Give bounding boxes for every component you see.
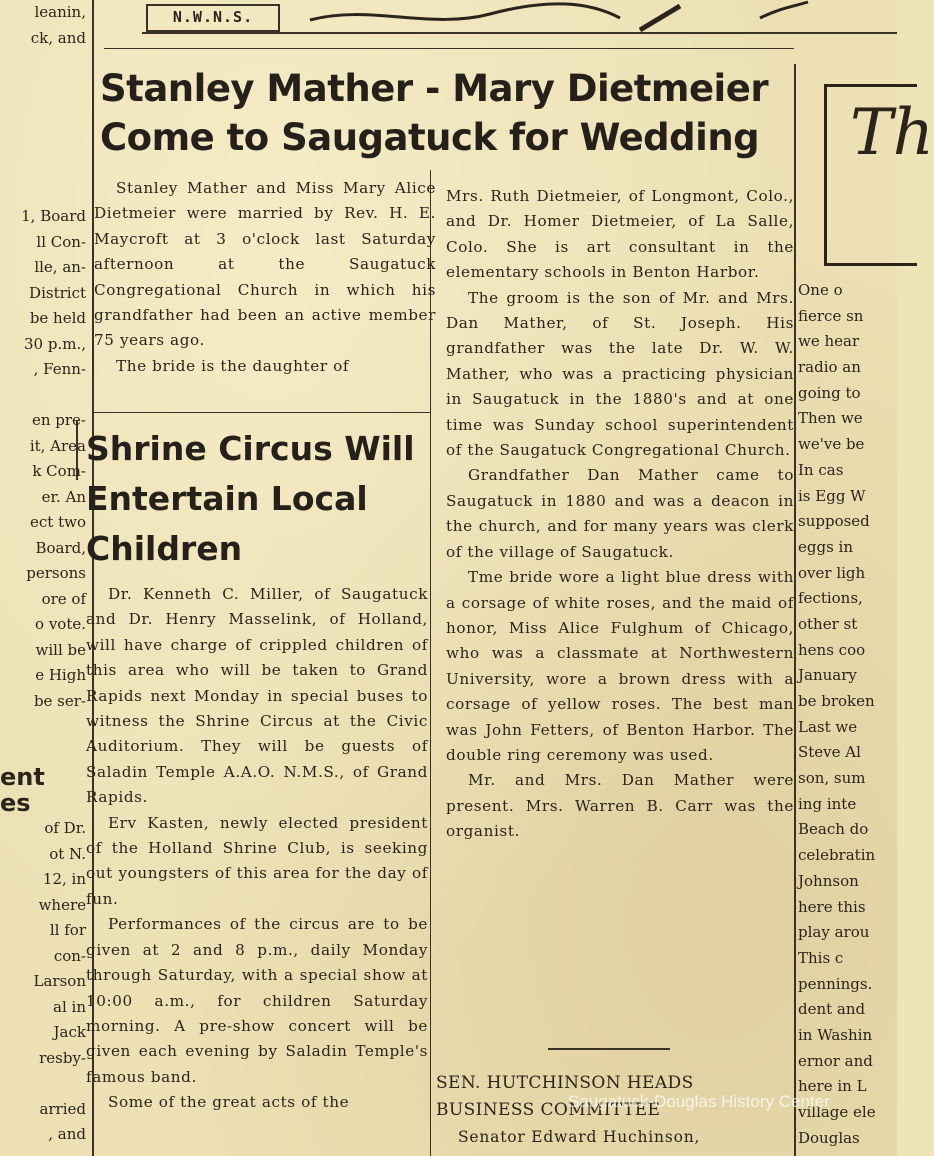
wedding-article-column-1	[94, 176, 436, 379]
wedding-article-column-2	[446, 184, 794, 845]
fragment-line: village ele	[798, 1103, 876, 1121]
fragment-line: we hear	[798, 332, 860, 351]
fragment-line: other st	[798, 614, 858, 633]
fragment-line	[0, 740, 86, 766]
fragment-line: in Washin	[798, 1025, 873, 1044]
fragment-line: where	[38, 895, 86, 914]
left-column-fragments	[0, 0, 86, 1148]
fragment-line	[0, 714, 86, 740]
fragment-line	[0, 102, 86, 128]
fragment-line: eggs in	[798, 537, 854, 556]
fragment-line: ernor and	[798, 1051, 873, 1070]
fragment-line: January	[798, 666, 857, 685]
fragment-line: o vote.	[35, 615, 86, 633]
fragment-line: be held	[29, 309, 86, 327]
shrine-article-body	[86, 582, 428, 1116]
fragment-line: Johnson	[798, 871, 859, 890]
right-box-lettering: Th	[850, 96, 934, 170]
fragment-line: Board,	[35, 538, 86, 557]
article-paragraph: Stanley Mather and Miss Mary Alice Dietmeier were married by Rev. H. E. Maycroft at 3 o'clock last Saturday afternoon at the Saugatuck Congregational Church in which his grandfather had been an active member 75 years ago.	[94, 179, 436, 350]
fragment-line: 12, in	[42, 870, 86, 888]
fragment-line	[0, 179, 86, 205]
fragment-line: 30 p.m.,	[24, 334, 86, 353]
article-paragraph: Dr. Kenneth C. Miller, of Saugatuck and Dr. Henry Masselink, of Holland, will have charge of crippled children of this area who will be taken to Grand Rapids next Monday in special buses to witness the Shrine Circus at the Civic Auditorium. They will be guests of Saladin Temple A.A.O. N.M.S., of Grand Rapids.	[86, 585, 428, 807]
fragment-line: son, sum	[798, 769, 866, 788]
archive-watermark: Saugatuck-Douglas History Center	[568, 1092, 830, 1111]
article-paragraph: The bride is the daughter of	[116, 356, 350, 375]
fragment-line: Larson	[33, 972, 86, 990]
masthead-rule	[142, 32, 897, 34]
fragment-line: e High	[35, 666, 86, 684]
fragment-line: ore of	[41, 589, 86, 608]
fragment-line: will be	[35, 640, 86, 659]
headline-top-rule	[104, 48, 794, 49]
fragment-line: District	[29, 283, 86, 302]
fragment-line: here this	[798, 897, 866, 916]
article-paragraph: Grandfather Dan Mather came to Saugatuck in 1880 and was a deacon in the church, and for many years was clerk of the village of Saugatuck.	[446, 466, 794, 561]
fragment-line	[0, 128, 86, 154]
fragment-line: es	[0, 788, 31, 817]
column-rule-right	[794, 64, 796, 1156]
fragment-line: lle, an-	[34, 258, 86, 276]
fragment-line	[0, 153, 86, 179]
fragment-line: ot N.	[49, 844, 86, 863]
fragment-line: celebratin	[798, 846, 876, 865]
article-divider	[94, 412, 430, 413]
fragment-line: One o	[798, 281, 843, 299]
masthead-stamp: N.W.N.S.	[146, 4, 280, 32]
fragment-line: Beach do	[798, 820, 869, 839]
fragment-line: going to	[798, 383, 861, 402]
right-column-fragments	[798, 278, 897, 1151]
fragment-line	[0, 51, 86, 77]
fragment-line: radio an	[798, 358, 861, 377]
fragment-line: Steve Al	[798, 743, 861, 762]
fragment-line: pennings.	[798, 974, 873, 993]
senator-lead: Senator Edward Huchinson,	[458, 1128, 701, 1146]
senator-headline: SEN. HUTCHINSON HEADS BUSINESS COMMITTEE	[436, 1073, 694, 1120]
fragment-line: be broken	[798, 692, 875, 710]
article-paragraph: Mr. and Mrs. Dan Mather were present. Mrs. Warren B. Carr was the organist.	[446, 771, 794, 841]
fragment-line	[0, 1071, 86, 1097]
fragment-line: Jack	[53, 1023, 86, 1041]
article-paragraph: Performances of the circus are to be given at 2 and 8 p.m., daily Monday through Saturday, with a special show at 10:00 a.m., for children Saturday morning. A pre-show concert will be given each evening by Saladin Temple's famous band.	[86, 915, 428, 1086]
fragment-line: en pre-	[31, 411, 86, 429]
fragment-line	[0, 383, 86, 409]
masthead-artwork	[290, 0, 810, 36]
fragment-line: ent	[0, 763, 45, 791]
fragment-line: al in	[53, 997, 86, 1016]
fragment-line: hens coo	[798, 640, 866, 659]
fragment-line: k Com-	[32, 462, 86, 480]
fragment-line: dent and	[798, 1000, 866, 1019]
fragment-line: supposed	[798, 512, 870, 531]
fragment-line: 1, Board	[21, 207, 86, 225]
shrine-headline: Shrine Circus Will Entertain Local Children	[86, 429, 415, 568]
fragment-line: over ligh	[798, 563, 866, 582]
fragment-line: , and	[48, 1125, 86, 1143]
fragment-line: Then we	[798, 409, 863, 428]
fragment-line: it, Area	[29, 436, 86, 455]
article-paragraph: Mrs. Ruth Dietmeier, of Longmont, Colo., and Dr. Homer Dietmeier, of La Salle, Colo. She is art consultant in the elementary schools in Benton Harbor.	[446, 187, 794, 282]
fragment-line: fierce sn	[798, 306, 864, 325]
article-headline: Stanley Mather - Mary Dietmeier Come to Saugatuck for Wedding	[100, 67, 769, 159]
fragment-line: of Dr.	[44, 819, 86, 837]
fragment-line: er. An	[41, 487, 86, 506]
fragment-line: ll for	[49, 921, 86, 939]
article-end-rule	[548, 1048, 670, 1050]
fragment-line: leanin,	[34, 3, 86, 21]
fragment-line: here in L	[798, 1077, 867, 1096]
fragment-line: In cas	[798, 460, 844, 479]
fragment-line: arried	[39, 1099, 86, 1118]
fragment-line: be ser-	[33, 691, 86, 710]
article-paragraph: Erv Kasten, newly elected president of the Holland Shrine Club, is seeking out youngsters of this area for the day of fun.	[86, 813, 428, 908]
fragment-line: , Fenn-	[33, 360, 86, 378]
fragment-line: Douglas	[798, 1128, 860, 1147]
fragment-line: ll Con-	[36, 232, 86, 251]
fragment-line: ect two	[30, 513, 86, 531]
fragment-line	[0, 77, 86, 103]
fragment-line: persons	[26, 564, 86, 582]
article-paragraph: The groom is the son of Mr. and Mrs. Dan Mather, of St. Joseph. His grandfather was the late Dr. W. W. Mather, who was a practicing physician in Saugatuck in the 1880's and at one time was Sunday school superintendent of the Saugatuck Congregational Church.	[446, 288, 794, 460]
fragment-line: we've be	[798, 435, 865, 454]
fragment-line: fections,	[798, 589, 863, 608]
article-paragraph: Tme bride wore a light blue dress with a corsage of white roses, and the maid of honor, Miss Alice Fulghum of Chicago, who was a classmate at Northwestern University, wore a brown dress with a corsage of yellow roses. The best man was John Fetters, of Benton Harbor. The double ring ceremony was used.	[446, 568, 794, 764]
fragment-line: ck, and	[30, 28, 86, 47]
fragment-line: play arou	[798, 923, 870, 942]
fragment-line: This c	[798, 948, 844, 967]
fragment-line: con-	[53, 946, 86, 965]
fragment-line: ing inte	[798, 794, 857, 813]
article-paragraph: Some of the great acts of the	[108, 1093, 350, 1112]
fragment-line: Last we	[798, 717, 858, 736]
fragment-line: is Egg W	[798, 486, 866, 505]
fragment-line: resby-	[39, 1048, 86, 1067]
